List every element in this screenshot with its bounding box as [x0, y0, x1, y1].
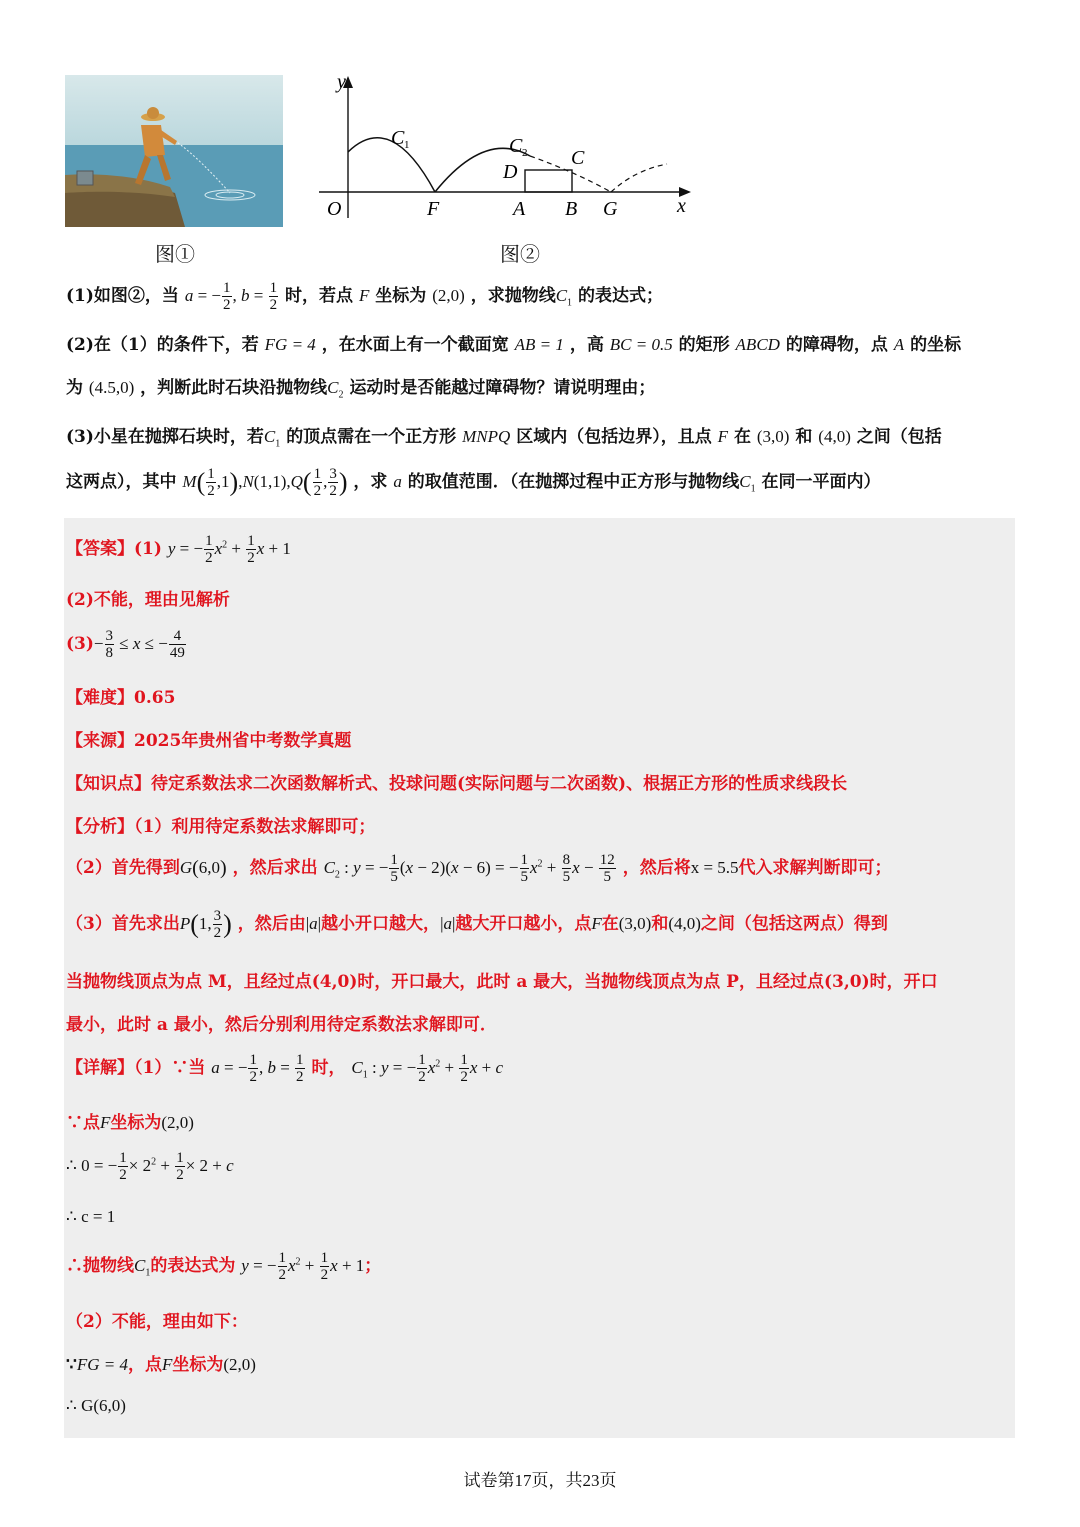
detail-line-7: ∵FG = 4，点F坐标为(2,0) [66, 1355, 256, 1375]
analysis-line-5: 最小，此时 a 最小，然后分别利用待定系数法求解即可． [66, 1015, 497, 1035]
label-A: A [513, 198, 526, 220]
answer-part-3: (3)− $\frac{3}{8}$ ≤ x ≤ − $\frac{4}{49}$ [66, 628, 185, 661]
label-C1: C [391, 127, 405, 149]
label-y: y [337, 71, 346, 93]
question-part-3-line1: (3)小星在抛掷石块时，若$C_1$ 的顶点需在一个正方形 MNPQ 区域内（包括边界），且点 F 在 (3,0) 和 (4,0) 之间（包括 [66, 427, 942, 450]
answer-part-2: (2)不能，理由见解析 [66, 590, 230, 610]
analysis-line-3: （3）首先求出P(1, $\frac{3}{2}$ ) ，然后由|a|越小开口越大，|a|越大开口越小，点F在(3,0)和(4,0)之间（包括这两点）得到 [66, 908, 888, 941]
question-part-2-line1: (2)在（1）的条件下，若 FG = 4 ，在水面上有一个截面宽 AB = 1 ，高 BC = 0.5 的矩形 ABCD 的障碍物，点 A 的坐标 [66, 335, 962, 355]
detail-line-8: ∴ G(6,0) [66, 1396, 126, 1415]
label-C2: C [509, 135, 523, 157]
detail-line-5: ∴抛物线$C_1$的表达式为 y = − $\frac{1}{2}$ $x^2$ + $\frac{1}{2}$ x + 1； [66, 1250, 382, 1283]
page-footer: 试卷第17页，共23页 [463, 1471, 617, 1490]
label-C2-sub: 2 [522, 147, 528, 159]
detail-line-2: ∵点F坐标为(2,0) [66, 1113, 194, 1133]
figure-1-caption: 图① [155, 244, 195, 266]
difficulty: 【难度】0.65 [66, 688, 176, 708]
detail-line-3: ∴ 0 = − $\frac{1}{2}$ × $2^2$ + $\frac{1}{2}$ × 2 + c [66, 1150, 234, 1183]
label-C: C [571, 147, 585, 169]
question-part-1: (1)如图②，当 a = − $\frac{1}{2}$ , b = $\frac{1}{2}$ 时，若点 F 坐标为 (2,0) ，求抛物线$C_1$ 的表达式； [66, 280, 663, 313]
detail-line-4: ∴ c = 1 [66, 1207, 116, 1226]
detail-line-1: 【详解】（1）∵当 a = − $\frac{1}{2}$ , b = $\frac{1}{2}$ 时， $C_1$ : y = − $\frac{1}{2}$ $x^2$ + $\frac{1}{2}$ x + c [66, 1052, 504, 1085]
illustration-stone-thrower [65, 75, 283, 227]
answer-part-1: 【答案】(1) y = − $\frac{1}{2}$ $x^2$ + $\frac{1}{2}$ x + 1 [66, 533, 291, 566]
analysis-line-1: 【分析】（1）利用待定系数法求解即可； [66, 817, 376, 837]
analysis-line-2: （2）首先得到G(6,0) ，然后求出 $C_2$ : y = − $\frac{1}{5}$ (x − 2)(x − 6) = − $\frac{1}{5}$ $x^2$ + $\frac{8}{5}$ x − $\frac{12}{5}$ ，然后将x = 5.5代入求解判断即可； [66, 852, 892, 885]
obstacle-rect [525, 170, 572, 192]
label-C1-sub: 1 [404, 139, 410, 151]
label-F: F [427, 198, 440, 220]
label-G: G [603, 198, 618, 220]
knowledge-points: 【知识点】待定系数法求二次函数解析式、投球问题(实际问题与二次函数)、根据正方形的性质求线段长 [66, 774, 848, 794]
source: 【来源】2025年贵州省中考数学真题 [66, 731, 352, 751]
analysis-line-4: 当抛物线顶点为点 M，且经过点(4,0)时，开口最大，此时 a 最大，当抛物线顶点为点 P，且经过点(3,0)时，开口 [66, 972, 938, 992]
figure-2-caption: 图② [500, 244, 540, 266]
detail-part-2-heading: （2）不能，理由如下： [66, 1312, 248, 1332]
label-O: O [327, 198, 342, 220]
parabola-diagram [315, 70, 695, 230]
question-part-3-line2: 这两点），其中 M( $\frac{1}{2}$ ,1),N(1,1),Q( $\frac{1}{2}$ , $\frac{3}{2}$ ) ，求 a 的取值范围．（在抛掷过程中正方形与抛物线$C_1$ 在同一平面内） [66, 466, 881, 499]
label-x: x [677, 195, 686, 217]
question-part-2-line2: 为 (4.5,0) ，判断此时石块沿抛物线$C_2$ 运动时是否能越过障碍物？请说明理由； [66, 378, 656, 401]
label-D: D [503, 161, 518, 183]
label-B: B [565, 198, 578, 220]
curve-continued [611, 164, 667, 192]
